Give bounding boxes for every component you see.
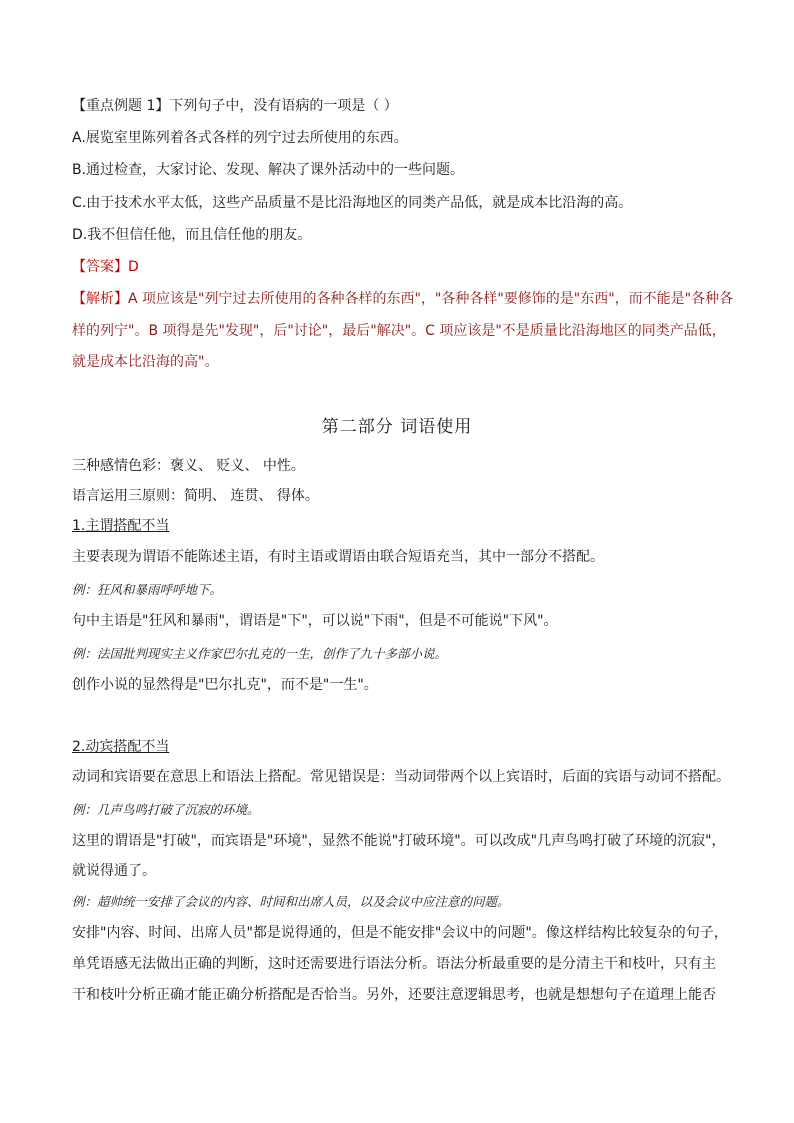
- answer-label: 【答案】: [72, 259, 128, 275]
- analysis-line-2: 样的列宁"。B 项得是先"发现"，后"讨论"，最后"解决"。C 项应该是"不是质量比沿海地区的同类产品低，: [72, 323, 726, 339]
- section2-explain-2-line-2: 单凭语感无法做出正确的判断，这时还需要进行语法分析。语法分析最重要的是分清主干和枝叶，只有主: [72, 956, 716, 972]
- section1-explain-1: 句中主语是"狂风和暴雨"，谓语是"下"，可以说"下雨"，但是不可能说"下风"。: [72, 613, 558, 629]
- section-title: 第二部分 词语使用: [321, 417, 473, 437]
- analysis-label: 【解析】: [72, 291, 128, 307]
- example-question: [72, 96, 398, 116]
- emotion-colors: 三种感情色彩：褒义、 贬义、 中性。: [72, 458, 305, 474]
- section2-example-1: 例：几声鸟鸣打破了沉寂的环境。: [72, 802, 260, 817]
- analysis-line-1: [72, 289, 733, 309]
- option-b: B.通过检查，大家讨论、发现、解决了课外活动中的一些问题。: [72, 162, 465, 178]
- section2-explain-1-line-1: 这里的谓语是"打破"，而宾语是"环境"，显然不能说"打破环境"。可以改成"几声鸟鸣打破了环境的沉寂"，: [72, 833, 726, 849]
- section2-desc: 动词和宾语要在意思上和语法上搭配。常见错误是：当动词带两个以上宾语时，后面的宾语与动词不搭配。: [72, 769, 730, 785]
- answer-line: [72, 257, 139, 277]
- analysis-text-1: A 项应该是"列宁过去所使用的各种各样的东西"，"各种各样"要修饰的是"东西"，而不能是"各种各: [128, 291, 734, 307]
- example-label: 【重点例题 1】: [72, 98, 170, 114]
- analysis-line-3: 就是成本比沿海的高"。: [72, 354, 219, 370]
- option-d: D.我不但信任他，而且信任他的朋友。: [72, 227, 312, 243]
- section2-explain-2-line-3: 干和枝叶分析正确才能正确分析搭配是否恰当。另外，还要注意逻辑思考，也就是想想句子在道理上能否: [72, 987, 716, 1003]
- question-text: 下列句子中，没有语病的一项是（ ）: [169, 98, 398, 114]
- subheading-subject-predicate: 1.主谓搭配不当: [72, 518, 170, 534]
- answer-value: D: [128, 259, 139, 275]
- subheading-verb-object: 2.动宾搭配不当: [72, 739, 170, 755]
- section2-explain-2-line-1: 安排"内容、时间、出席人员"都是说得通的，但是不能安排"会议中的问题"。像这样结构比较复杂的句子，: [72, 925, 728, 941]
- option-c: C.由于技术水平太低，这些产品质量不是比沿海地区的同类产品低，就是成本比沿海的高。: [72, 195, 633, 211]
- section2-example-2: 例：超帅统一安排了会议的内容、时间和出席人员，以及会议中应注意的问题。: [72, 894, 510, 909]
- section2-explain-1-line-2: 就说得通了。: [72, 863, 156, 879]
- section1-explain-2: 创作小说的显然得是"巴尔扎克"，而不是"一生"。: [72, 677, 378, 693]
- option-a: A.展览室里陈列着各式各样的列宁过去所使用的东西。: [72, 130, 408, 146]
- section1-example-1: 例：狂风和暴雨呼呼地下。: [72, 582, 223, 597]
- section1-example-2: 例：法国批判现实主义作家巴尔扎克的一生，创作了九十多部小说。: [72, 646, 448, 661]
- section1-desc: 主要表现为谓语不能陈述主语，有时主语或谓语由联合短语充当，其中一部分不搭配。: [72, 549, 604, 565]
- three-principles: 语言运用三原则：简明、 连贯、 得体。: [72, 488, 319, 504]
